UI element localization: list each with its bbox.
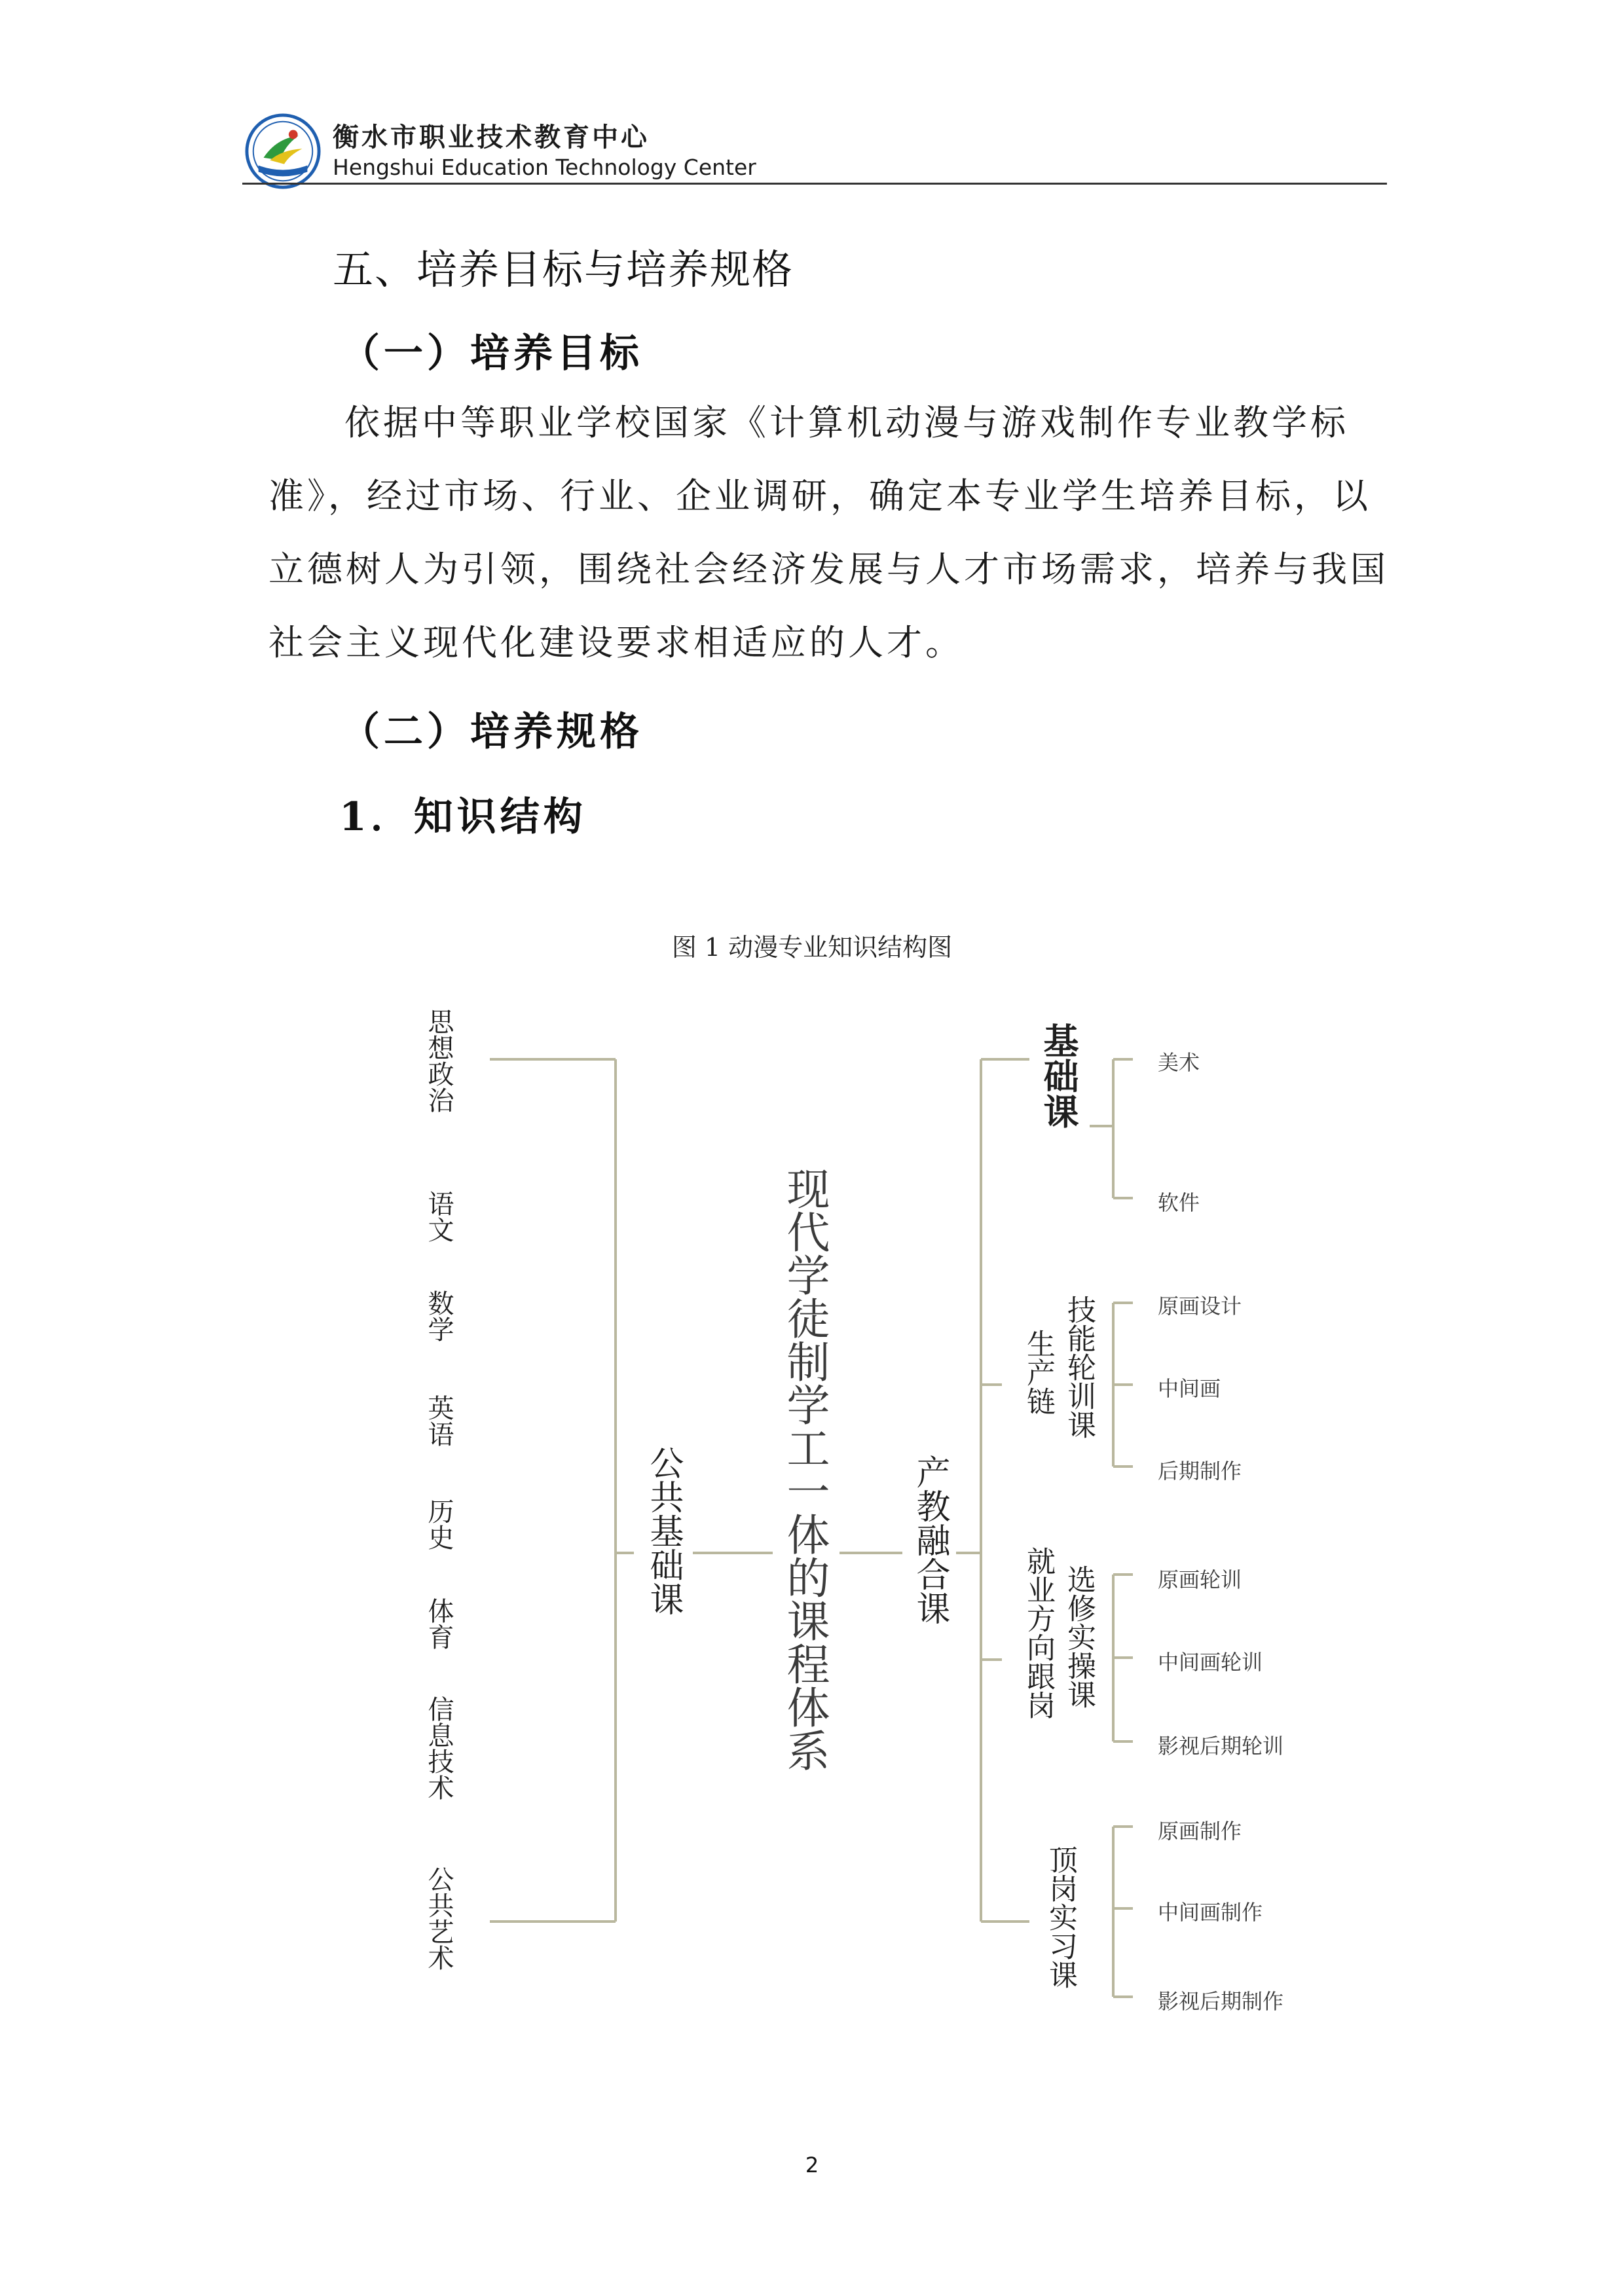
leaf-fine-art: 美术 [1158,1050,1200,1075]
course-english: 英语 [424,1394,454,1447]
integration-course-label: 产教融合课 [910,1455,950,1625]
org-name-cn: 衡水市职业技术教育中心 [333,122,650,153]
knowledge-structure-heading: 1．知识结构 [339,794,587,840]
leaf-inbetween: 中间画 [1158,1376,1221,1401]
course-it: 信息技术 [424,1696,454,1800]
course-politics: 思想政治 [424,1008,454,1113]
leaf-inbetween-rotation: 中间画轮训 [1158,1650,1263,1675]
leaf-software: 软件 [1158,1190,1200,1215]
rotation-course-label: 技能轮训课 [1062,1295,1096,1439]
public-course-label: 公共基础课 [644,1446,683,1616]
figure-caption: 图 1 动漫专业知识结构图 [671,933,953,962]
employment-shadow-label: 就业方向跟岗 [1022,1546,1055,1719]
leaf-film-post-production: 影视后期制作 [1158,1989,1284,2014]
internship-course-label: 顶岗实习课 [1044,1845,1077,1989]
course-art: 公共艺术 [424,1866,454,1971]
leaf-key-animation-design: 原画设计 [1158,1294,1242,1319]
course-history: 历史 [424,1498,454,1550]
leaf-key-animation-rotation: 原画轮训 [1158,1567,1242,1592]
curriculum-system-label: 现代学徒制学工一体的课程体系 [779,1167,830,1772]
leaf-key-animation-production: 原画制作 [1158,1819,1242,1844]
course-math: 数学 [424,1290,454,1342]
subsection-goal-title: （一）培养目标 [341,331,643,376]
subsection-spec-title: （二）培养规格 [341,709,643,755]
elective-course-label: 选修实操课 [1062,1565,1096,1709]
goal-paragraph: 依据中等职业学校国家《计算机动漫与游戏制作专业教学标准》，经过市场、行业、企业调研，确定本专业学生培养目标，以立德树人为引领，围绕社会经济发展与人才市场需求，培养与我国社会主义现代化建设要求相适应的人才。 [268,402,1389,663]
course-pe: 体育 [424,1597,454,1650]
leaf-film-post-rotation: 影视后期轮训 [1158,1734,1284,1758]
leaf-post-production: 后期制作 [1158,1459,1242,1484]
production-chain-label: 生产链 [1022,1329,1055,1415]
section-title: 五、培养目标与培养规格 [333,246,794,293]
basic-course-label: 基础课 [1038,1023,1079,1129]
page-number: 2 [805,2153,819,2178]
course-chinese: 语文 [424,1190,454,1243]
org-name-en: Hengshui Education Technology Center [333,155,756,180]
leaf-inbetween-production: 中间画制作 [1158,1900,1263,1925]
